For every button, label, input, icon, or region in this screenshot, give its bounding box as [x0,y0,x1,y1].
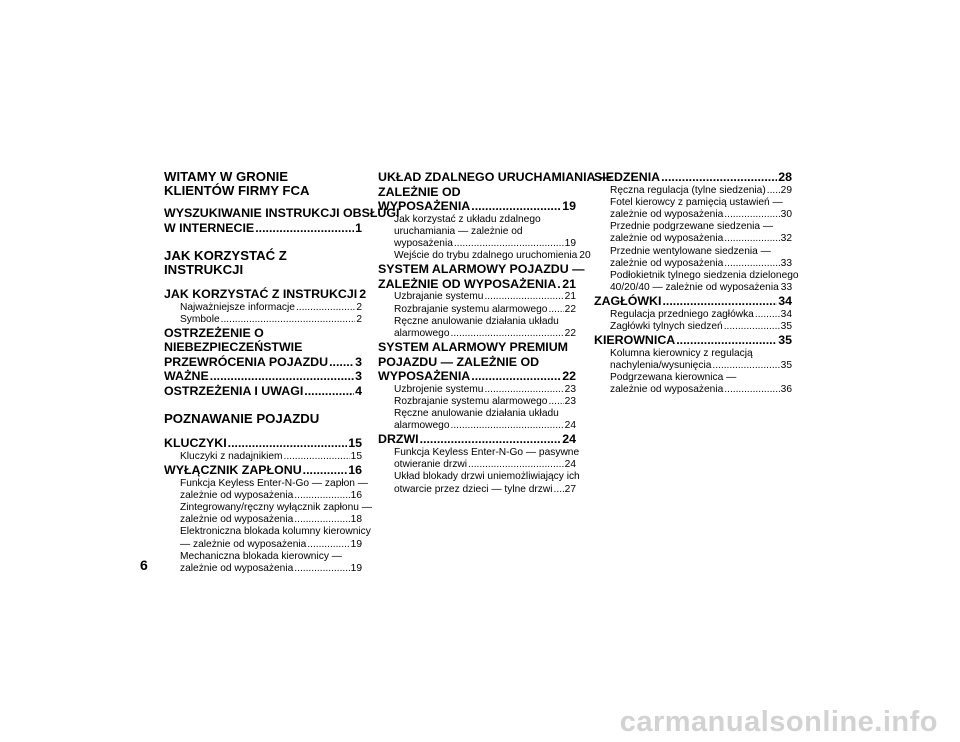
toc-subentry-premium-disarm[interactable]: Rozbrajanie systemu alarmowego ..... 23 [378,396,576,408]
toc-subentry-passive-entry[interactable]: Funkcja Keyless Enter-N-Go — pasywne otwieranie drzwi ..... 24 [378,447,576,471]
toc-subentry-how-to-use-remote[interactable]: Jak korzystać z układu zdalnego uruchamiania — zależnie od wyposażenia ..... 19 [378,214,576,251]
toc-column-2 [378,170,611,496]
toc-entry-steering-wheel[interactable]: KIEROWNICA ..... 35 [594,333,792,348]
welcome-heading: WITAMY W GRONIE KLIENTÓW FIRMY FCA [164,169,310,198]
toc-subentry-rear-manual-adjust[interactable]: Ręczna regulacja (tylne siedzenia) ..... 29 [594,185,792,197]
toc-subentry-front-headrest[interactable]: Regulacja przedniego zagłówka ..... 34 [594,309,792,321]
toc-subentry-important-info[interactable]: Najważniejsze informacje ..... 2 [164,302,362,314]
toc-subentry-keyless-ignition[interactable]: Funkcja Keyless Enter-N-Go — zapłon — zależnie od wyposażenia ..... 16 [164,478,362,502]
toc-subentry-premium-manual-override[interactable]: Ręczne anulowanie działania układu alarmowego ..... 24 [378,408,576,432]
toc-subentry-heated-steering-wheel[interactable]: Podgrzewana kierownica — zależnie od wyposażenia ..... 36 [594,372,792,396]
toc-subentry-enter-remote-mode[interactable]: Wejście do trybu zdalnego uruchomienia 20 [394,250,591,262]
watermark: carmanualsonline.info [619,706,938,738]
toc-entry-premium-alarm[interactable]: SYSTEM ALARMOWY PREMIUM POJAZDU — ZALEŻNIE OD WYPOSAŻENIA ..... 22 [378,340,576,384]
toc-column-1 [164,169,400,575]
toc-subentry-premium-arm[interactable]: Uzbrojenie systemu ..... 23 [378,384,576,396]
toc-entry-headrests[interactable]: ZAGŁÓWKI ..... 34 [594,294,792,309]
toc-subentry-ventilated-seats[interactable]: Przednie wentylowane siedzenia — zależnie od wyposażenia ..... 33 [594,246,792,270]
toc-subentry-split-armrest[interactable]: Podłokietnik tylnego siedzenia dzielonego 40/20/40 — zależnie od wyposażenia 33 [610,269,799,294]
toc-subentry-transmitter-keys[interactable]: Kluczyki z nadajnikiem ..... 15 [164,451,362,463]
toc-subentry-memory-seat[interactable]: Fotel kierowcy z pamięcią ustawień — zależnie od wyposażenia ..... 30 [594,197,792,221]
toc-entry-seats[interactable]: SIEDZENIA ..... 28 [594,170,792,185]
toc-subentry-tilt-telescope[interactable]: Kolumna kierownicy z regulacją nachylenia/wysunięcia ..... 35 [594,348,792,372]
section-heading-how-to-use: JAK KORZYSTAĆ Z INSTRUKCJI [164,248,287,277]
toc-entry-online-manual[interactable]: WYSZUKIWANIE INSTRUKCJI OBSŁUGI W INTERNECIE ..... 1 [164,206,362,235]
section-heading-getting-to-know: POZNAWANIE POJAZDU [164,411,320,427]
toc-subentry-mechanical-lock[interactable]: Mechaniczna blokada kierownicy — zależnie od wyposażenia ..... 19 [164,551,362,575]
toc-subentry-child-lock[interactable]: Układ blokady drzwi uniemożliwiający ich otwarcie przez dzieci — tylne drzwi ..... 27 [378,471,576,495]
toc-entry-vehicle-alarm[interactable]: SYSTEM ALARMOWY POJAZDU — ZALEŻNIE OD WYPOSAŻENIA ..... 21 [378,262,576,291]
toc-subentry-heated-seats[interactable]: Przednie podgrzewane siedzenia — zależnie od wyposażenia ..... 32 [594,221,792,245]
toc-subentry-disarm-system[interactable]: Rozbrajanie systemu alarmowego ..... 22 [378,304,576,316]
toc-column-3 [594,170,799,397]
toc-subentry-arm-system[interactable]: Uzbrajanie systemu ..... 21 [378,291,576,303]
page-number: 6 [140,557,148,573]
toc-entry-ignition[interactable]: WYŁĄCZNIK ZAPŁONU ..... 16 [164,463,362,478]
toc-entry-remote-start[interactable]: UKŁAD ZDALNEGO URUCHAMIANIA — ZALEŻNIE OD WYPOSAŻENIA ..... 19 [378,170,576,214]
toc-subentry-rear-headrests[interactable]: Zagłówki tylnych siedzeń ..... 35 [594,321,792,333]
toc-entry-warnings[interactable]: OSTRZEŻENIA I UWAGI ..... 4 [164,384,362,399]
toc-entry-keys[interactable]: KLUCZYKI ..... 15 [164,436,362,451]
toc-subentry-manual-override[interactable]: Ręczne anulowanie działania układu alarmowego ..... 22 [378,316,576,340]
toc-subentry-electronic-column-lock[interactable]: Elektroniczna blokada kolumny kierownicy — zależnie od wyposażenia ..... 19 [164,526,362,550]
toc-entry-how-to-use[interactable]: JAK KORZYSTAĆ Z INSTRUKCJI 2 [164,287,367,301]
toc-subentry-symbols[interactable]: Symbole ..... 2 [164,314,362,326]
toc-entry-important[interactable]: WAŻNE ..... 3 [164,369,362,384]
toc-entry-doors[interactable]: DRZWI ..... 24 [378,432,576,447]
toc-subentry-integrated-ignition[interactable]: Zintegrowany/ręczny wyłącznik zapłonu — zależnie od wyposażenia ..... 18 [164,502,362,526]
toc-entry-rollover-warning[interactable]: OSTRZEŻENIE O NIEBEZPIECZEŃSTWIE PRZEWRÓCENIA POJAZDU ..... 3 [164,326,362,370]
